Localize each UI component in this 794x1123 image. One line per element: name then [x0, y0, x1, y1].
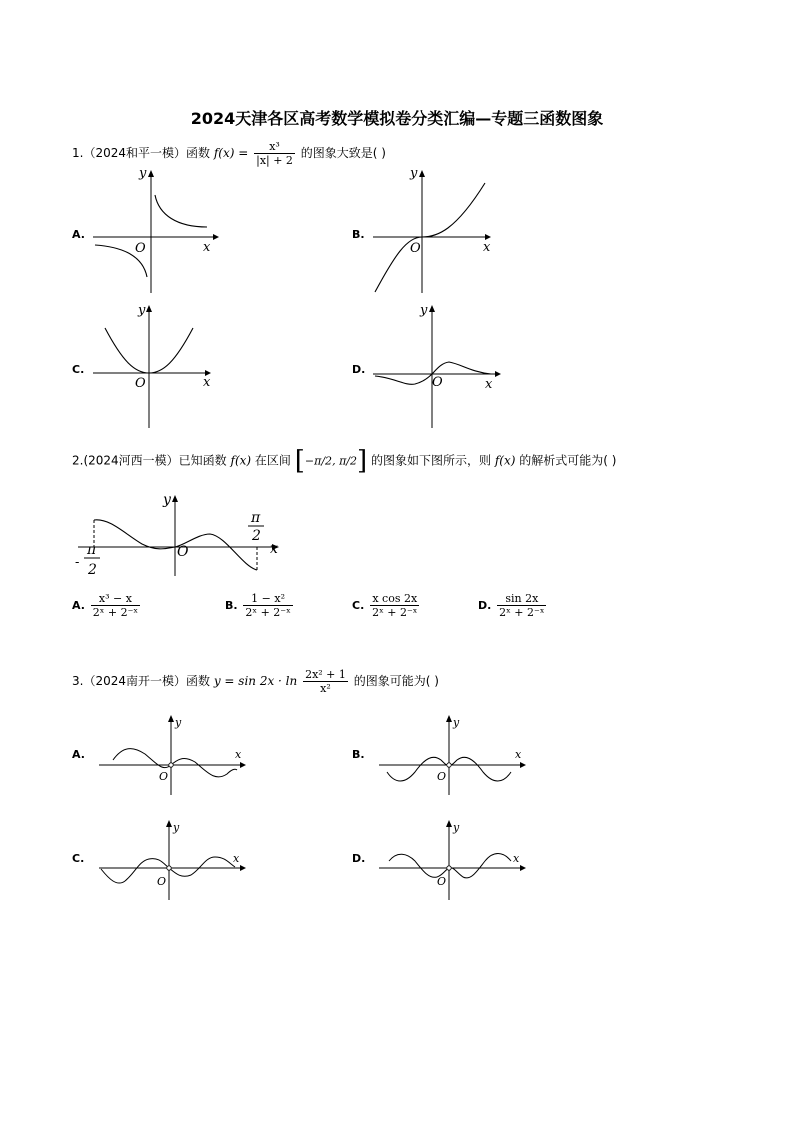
- q2-option-c[interactable]: [352, 592, 421, 619]
- q2-option-c-fraction: [370, 592, 419, 619]
- question-2-text: 2.(2024河西一模）已知函数 f(x) 在区间 [−π/2, π/2] 的图象如下图所示，则 f(x) 的解析式可能为( ): [72, 446, 617, 476]
- q3-option-c-label[interactable]: C.: [72, 852, 85, 865]
- q1-graph-d[interactable]: [365, 300, 510, 435]
- q2-func-2: f(x): [494, 453, 516, 468]
- q2-option-a-label: A.: [72, 599, 85, 612]
- q1b-x-label: x: [483, 240, 491, 255]
- q3-option-a-label[interactable]: A.: [72, 748, 85, 761]
- q1c-origin: O: [135, 376, 146, 391]
- q2-option-a-fraction: [91, 592, 140, 619]
- q2-pi-left-den: 2: [88, 562, 97, 578]
- q3-graph-a[interactable]: [95, 710, 255, 800]
- page-title: 2024天津各区高考数学模拟卷分类汇编—专题三函数图象: [190, 109, 604, 128]
- q1d-origin: O: [432, 375, 443, 390]
- q1-graph-a[interactable]: [85, 165, 225, 300]
- q2-interval-right: π/2: [339, 454, 357, 468]
- q1-suffix: 的图象大致是( ): [300, 146, 386, 160]
- q3d-origin: O: [437, 875, 447, 888]
- q1a-origin: O: [135, 241, 146, 256]
- q3b-y-label: y: [453, 716, 460, 729]
- q2-option-d-label: D.: [478, 599, 492, 612]
- q1a-x-label: x: [203, 240, 211, 255]
- q3-suffix: 的图象可能为( ): [353, 674, 439, 688]
- q2-pi-left-num: π: [87, 542, 97, 558]
- q3d-x-label: x: [513, 852, 520, 865]
- q1-fraction: [254, 140, 295, 167]
- q2-option-d[interactable]: [478, 592, 548, 619]
- q1b-y-label: y: [410, 166, 418, 181]
- q2-suffix-a: 的图象如下图所示，则: [370, 453, 491, 468]
- q2-prefix: 2.(2024河西一模）已知函数: [72, 453, 227, 468]
- q2-option-a[interactable]: [72, 592, 142, 619]
- q1-graph-b[interactable]: [365, 165, 505, 300]
- question-3-text: [72, 668, 439, 695]
- q3b-x-label: x: [515, 748, 522, 761]
- q1c-x-label: x: [203, 375, 211, 390]
- q3-option-d-label[interactable]: D.: [352, 852, 366, 865]
- q3-graph-c[interactable]: [95, 815, 255, 905]
- q2-option-a-num: x³ − x: [91, 592, 140, 606]
- q1-func: f(x) =: [213, 146, 249, 160]
- q2-mid: 在区间: [254, 453, 291, 468]
- q2-option-c-den: 2ˣ + 2⁻ˣ: [372, 606, 418, 619]
- q1-option-d-label[interactable]: D.: [352, 363, 366, 376]
- q2-func: f(x): [230, 453, 252, 468]
- q3-prefix: 3.（2024南开一模）函数: [72, 674, 210, 688]
- q1a-y-label: y: [139, 166, 147, 181]
- q3a-y-label: y: [175, 716, 182, 729]
- q1c-y-label: y: [138, 303, 146, 318]
- q3c-y-label: y: [173, 821, 180, 834]
- q3-numerator: 2x² + 1: [305, 668, 346, 681]
- q3-func: y = sin 2x · ln: [213, 674, 298, 688]
- q1-numerator: x³: [254, 140, 295, 154]
- q2-suffix-b: 的解析式可能为( ): [519, 453, 617, 468]
- q1-option-b-label[interactable]: B.: [352, 228, 365, 241]
- q1-denominator: |x| + 2: [256, 154, 293, 167]
- q2-graph: [70, 490, 290, 585]
- q2-option-b-num: 1 − x²: [243, 592, 292, 606]
- q2-option-b[interactable]: [225, 592, 295, 619]
- q2-interval-left: −π/2: [304, 454, 333, 468]
- q2-option-d-fraction: [497, 592, 546, 619]
- q2-option-c-num: x cos 2x: [370, 592, 419, 606]
- q2-option-b-fraction: [243, 592, 292, 619]
- q2-pi-right-den: 2: [252, 528, 261, 544]
- q3d-y-label: y: [453, 821, 460, 834]
- q1b-origin: O: [410, 241, 421, 256]
- q1d-x-label: x: [485, 377, 493, 392]
- q3c-x-label: x: [233, 852, 240, 865]
- q2-neg-sign: -: [75, 555, 80, 570]
- q1d-y-label: y: [420, 303, 428, 318]
- q2-option-b-label: B.: [225, 599, 238, 612]
- q1-graph-c[interactable]: [85, 300, 225, 435]
- q3-fraction: [303, 668, 348, 695]
- q3b-origin: O: [437, 770, 447, 783]
- q2-origin: O: [177, 544, 189, 560]
- q2-option-c-label: C.: [352, 599, 365, 612]
- q3a-x-label: x: [235, 748, 242, 761]
- q2-option-b-den: 2ˣ + 2⁻ˣ: [245, 606, 291, 619]
- q2-y-label: y: [163, 492, 171, 508]
- q2-option-a-den: 2ˣ + 2⁻ˣ: [92, 606, 139, 619]
- q1-prefix: 1.（2024和平一模）函数: [72, 146, 210, 160]
- q3-graph-b[interactable]: [375, 710, 535, 800]
- q3-option-b-label[interactable]: B.: [352, 748, 365, 761]
- q2-option-d-den: 2ˣ + 2⁻ˣ: [499, 606, 545, 619]
- q2-x-label: x: [270, 541, 278, 557]
- question-1-text: [72, 140, 386, 167]
- q1-option-c-label[interactable]: C.: [72, 363, 85, 376]
- q1-option-a-label[interactable]: A.: [72, 228, 85, 241]
- q3-graph-d[interactable]: [375, 815, 535, 905]
- q3-denominator: x²: [320, 682, 331, 695]
- q2-option-d-num: sin 2x: [497, 592, 546, 606]
- q2-pi-right-num: π: [251, 510, 261, 526]
- q3c-origin: O: [157, 875, 167, 888]
- q3a-origin: O: [159, 770, 169, 783]
